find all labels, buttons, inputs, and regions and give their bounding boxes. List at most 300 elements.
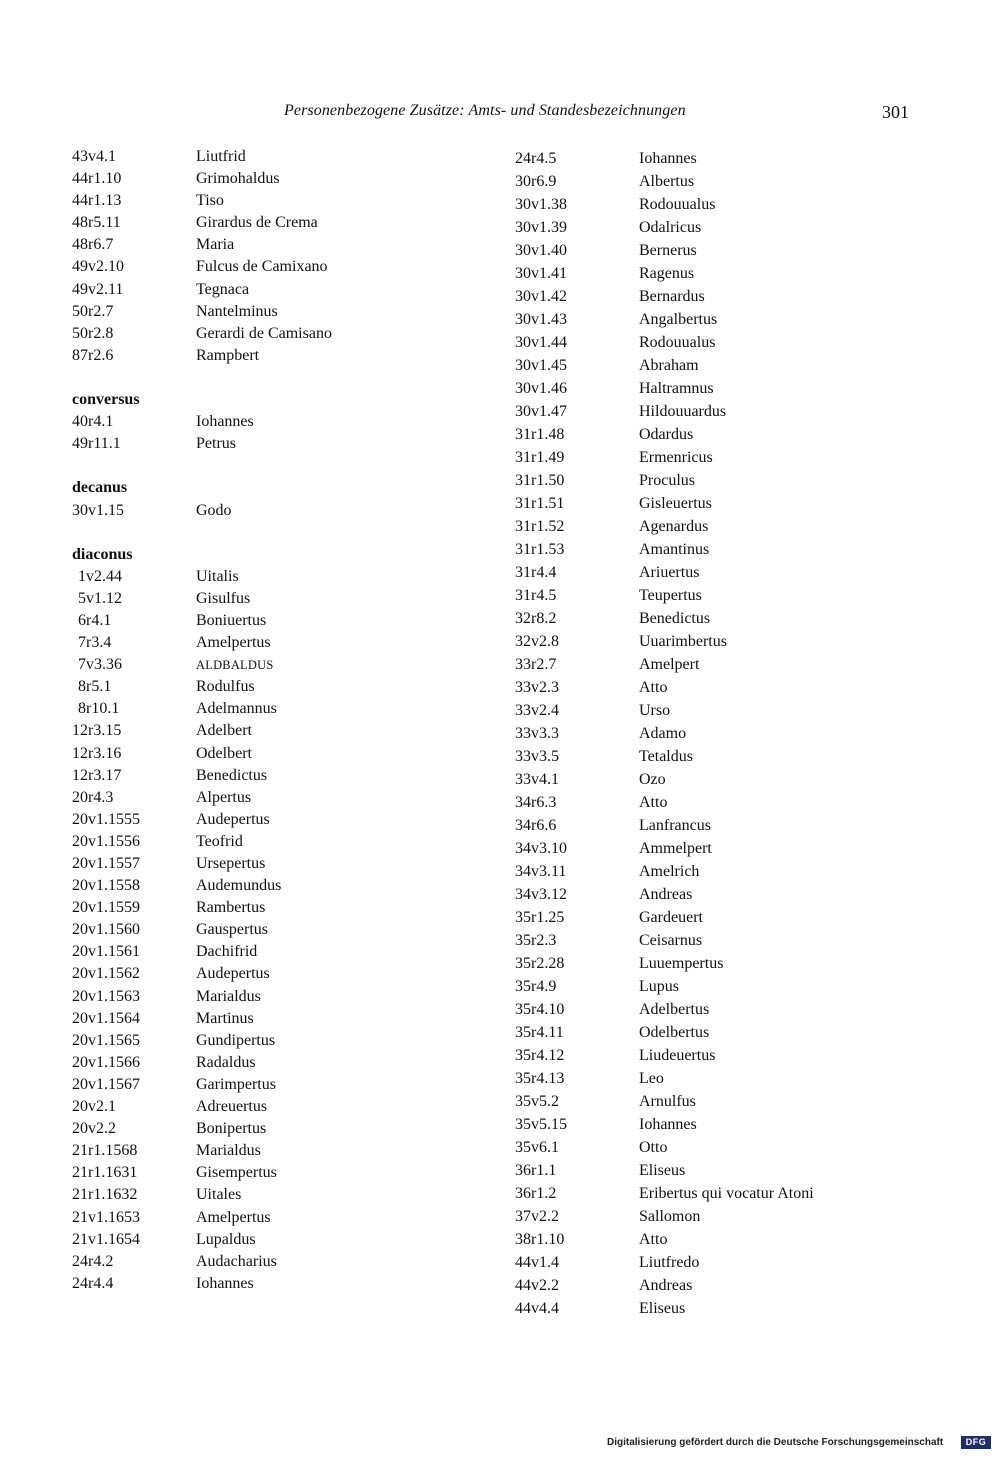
index-entry [72,588,492,610]
entry-reference: 1v2.44 [78,567,122,585]
section-heading-label: diaconus [72,545,133,563]
index-entry [515,492,935,515]
entry-name: Eliseus [639,1162,686,1179]
entry-reference: 31r1.52 [515,518,565,535]
entry-reference: 44v2.2 [515,1277,559,1294]
index-entry [72,433,492,455]
entry-reference: 31r1.51 [515,495,565,512]
entry-name: Amelpertus [196,634,271,652]
entry-name: Bernardus [639,288,705,305]
entry-reference: 20v1.1565 [72,1031,140,1049]
index-entry [515,952,935,975]
entry-reference: 21r1.1632 [72,1186,138,1204]
index-entry [515,1297,935,1320]
entry-reference: 20v1.1567 [72,1075,140,1093]
entry-name: Lupaldus [196,1230,256,1248]
index-entry [72,323,492,345]
entry-reference: 21r1.1568 [72,1142,138,1160]
entry-name: Ragenus [639,265,695,282]
index-entry [72,1207,492,1229]
index-entry [515,400,935,423]
entry-reference: 12r3.16 [72,744,122,762]
index-entry [515,837,935,860]
entry-name: Otto [639,1139,668,1156]
entry-name: Rampbert [196,346,260,364]
index-entry [515,906,935,929]
entry-reference: 30r6.9 [515,173,557,190]
index-entry [72,809,492,831]
entry-name: Albertus [639,173,695,190]
entry-name: Gerardi de Camisano [196,324,332,342]
entry-name: Bernerus [639,242,697,259]
index-entry [515,170,935,193]
entry-reference: 44v1.4 [515,1254,559,1271]
entry-name: Rodouualus [639,196,716,213]
entry-name: Teupertus [639,587,702,604]
entry-reference: 38r1.10 [515,1231,565,1248]
entry-reference: 20v1.1555 [72,810,140,828]
index-entry [515,1228,935,1251]
entry-reference: 31r1.49 [515,449,565,466]
entry-reference: 30v1.15 [72,501,124,519]
index-entry [72,941,492,963]
index-entry [72,897,492,919]
entry-reference: 35r4.13 [515,1070,565,1087]
entry-reference: 20v1.1557 [72,855,140,872]
entry-name: Gardeuert [639,909,703,926]
index-entry [72,234,492,256]
entry-reference: 12r3.17 [72,766,122,784]
entry-reference: 49v2.10 [72,258,124,276]
entry-reference: 21r1.1631 [72,1164,138,1182]
entry-reference: 30v1.43 [515,311,567,328]
entry-reference: 6r4.1 [78,611,112,629]
entry-name: Tetaldus [639,748,693,765]
entry-name: Martinus [196,1009,254,1027]
entry-name: Amelrich [639,863,700,880]
entry-name: Abraham [639,357,699,374]
entry-name: Petrus [196,435,236,453]
entry-reference: 33v4.1 [515,771,559,788]
digitization-credit: Digitalisierung gefördert durch die Deutsche Forschungsgemeinschaft [607,1437,944,1448]
entry-reference: 20v1.1562 [72,965,140,983]
index-entry [72,963,492,985]
entry-name: Maria [196,236,235,254]
index-entry [515,699,935,722]
entry-name: Andreas [639,1277,693,1294]
index-entry [515,676,935,699]
entry-reference: 48r6.7 [72,236,114,254]
index-entry [515,1021,935,1044]
entry-name: Iohannes [196,1274,254,1292]
index-entry [515,1205,935,1228]
entry-name: Godo [196,501,232,519]
entry-name: Audacharius [196,1252,277,1270]
entry-reference: 36r1.1 [515,1162,557,1179]
index-entry [515,354,935,377]
index-entry [72,765,492,787]
entry-name: Odelbert [196,744,252,762]
index-entry [72,566,492,588]
index-entry [515,745,935,768]
index-entry [515,1067,935,1090]
section-heading-label: decanus [72,479,128,497]
entry-name: Rodouualus [639,334,716,351]
entry-name: Odalricus [639,219,702,236]
entry-reference: 5v1.12 [78,589,122,607]
index-entry [515,561,935,584]
index-entry [72,720,492,742]
entry-reference: 20v1.1563 [72,987,140,1005]
spacer-row [72,522,492,544]
index-entry [515,1044,935,1067]
entry-reference: 34r6.6 [515,817,557,834]
entry-reference: 35v6.1 [515,1139,559,1156]
entry-reference: 35v5.2 [515,1093,559,1110]
page-number: 301 [882,102,909,122]
index-entry [515,929,935,952]
index-entry [72,853,492,875]
index-entry [72,1074,492,1096]
index-entry [515,998,935,1021]
entry-reference: 40r4.1 [72,413,114,431]
entry-name: Hildouuardus [639,403,727,420]
entry-reference: 33v3.3 [515,725,559,742]
entry-reference: 21v1.1653 [72,1208,140,1226]
right-column [515,147,935,1320]
entry-name: Leo [639,1070,664,1087]
entry-name: Adelmannus [196,700,277,718]
entry-name: Ozo [639,771,666,788]
index-entry [515,1113,935,1136]
index-entry [72,146,492,168]
index-entry [515,216,935,239]
entry-reference: 34v3.11 [515,863,567,880]
index-entry [72,1096,492,1118]
index-entry [72,1008,492,1030]
entry-reference: 33v2.4 [515,702,559,719]
index-entry [515,308,935,331]
entry-reference: 35r4.11 [515,1024,564,1041]
entry-name: Atto [639,794,668,811]
index-entry [515,515,935,538]
index-entry [515,975,935,998]
entry-name: Ammelpert [639,840,712,857]
index-entry [72,1251,492,1273]
entry-name: Uitalis [196,567,239,585]
entry-name: Nantelminus [196,302,278,320]
entry-name: Audepertus [196,810,270,828]
index-entry [515,239,935,262]
entry-name: Fulcus de Camixano [196,258,328,276]
entry-reference: 20v1.1561 [72,943,140,961]
entry-reference: 35r4.9 [515,978,557,995]
index-entry [72,698,492,720]
index-entry [515,331,935,354]
entry-reference: 34v3.10 [515,840,567,857]
entry-reference: 31r1.50 [515,472,565,489]
index-entry [72,279,492,301]
entry-name: Rambertus [196,899,266,917]
entry-name: Liudeuertus [639,1047,716,1064]
entry-reference: 31r4.4 [515,564,557,581]
index-entry [515,377,935,400]
entry-reference: 48r5.11 [72,214,121,232]
index-entry [515,285,935,308]
entry-reference: 31r1.53 [515,541,565,558]
index-entry [72,1162,492,1184]
index-entry [515,584,935,607]
entry-name: Sallomon [639,1208,701,1225]
index-entry [515,630,935,653]
entry-reference: 35r4.12 [515,1047,565,1064]
entry-name: Gundipertus [196,1031,276,1049]
entry-reference: 20v1.1566 [72,1053,140,1071]
entry-name: Iohannes [639,1116,697,1133]
entry-name: Marialdus [196,1142,261,1160]
index-entry [72,212,492,234]
entry-reference: 8r10.1 [78,700,120,718]
entry-name: Ursepertus [196,855,266,872]
entry-reference: 30v1.39 [515,219,567,236]
entry-reference: 20v1.1564 [72,1009,140,1027]
index-entry [72,345,492,367]
entry-reference: 30v1.46 [515,380,567,397]
index-entry [72,986,492,1008]
entry-reference: 20v2.2 [72,1120,116,1138]
entry-name: Rodulfus [196,678,255,696]
entry-name: Adelbertus [639,1001,710,1018]
index-entry [72,301,492,323]
entry-reference: 35r1.25 [515,909,565,926]
entry-name: Audemundus [196,877,282,895]
entry-reference: 50r2.8 [72,324,114,342]
index-entry [515,860,935,883]
entry-name: Amantinus [639,541,710,558]
entry-reference: 32r8.2 [515,610,557,627]
entry-name: Lupus [639,978,679,995]
entry-reference: 33r2.7 [515,656,557,673]
index-entry [72,919,492,941]
entry-name: Amelpert [639,656,700,673]
entry-name: Andreas [639,886,693,903]
entry-reference: 7v3.36 [78,656,122,674]
index-entry [515,1274,935,1297]
index-entry [72,500,492,522]
entry-reference: 49v2.11 [72,280,124,298]
entry-name: Angalbertus [639,311,718,328]
entry-reference: 30v1.44 [515,334,567,351]
running-head: Personenbezogene Zusätze: Amts- und Standesbezeichnungen [284,102,686,119]
entry-name: Teofrid [196,832,243,850]
entry-name: Benedictus [639,610,711,627]
entry-name: Haltramnus [639,380,714,397]
entry-reference: 35r4.10 [515,1001,565,1018]
entry-name: Ceisarnus [639,932,703,949]
entry-reference: 20v2.1 [72,1098,116,1116]
index-entry [515,607,935,630]
entry-reference: 30v1.38 [515,196,567,213]
section-heading [72,389,492,411]
entry-name: Garimpertus [196,1075,276,1093]
entry-reference: 30v1.41 [515,265,567,282]
entry-name: Benedictus [196,766,268,784]
entry-name: Radaldus [196,1053,256,1071]
index-entry [72,256,492,278]
index-entry [72,1184,492,1206]
entry-reference: 35v5.15 [515,1116,567,1133]
index-entry [72,1052,492,1074]
entry-reference: 34r6.3 [515,794,557,811]
section-heading [72,544,492,566]
entry-name: Uuarimbertus [639,633,727,650]
entry-reference: 24r4.5 [515,150,557,167]
entry-name: Adreuertus [196,1098,268,1116]
entry-name: Proculus [639,472,695,489]
index-entry [515,446,935,469]
index-entry [72,610,492,632]
entry-reference: 87r2.6 [72,346,114,364]
index-entry [72,743,492,765]
entry-name: Eribertus qui vocatur Atoni [639,1185,814,1202]
entry-name: Amelpertus [196,1208,271,1226]
entry-name: Atto [639,679,668,696]
entry-name: Grimohaldus [196,170,280,188]
entry-name: Ermenricus [639,449,713,466]
entry-name: Tiso [196,192,224,210]
index-entry [72,654,492,676]
entry-name: Gisulfus [196,589,251,607]
entry-name: Urso [639,702,671,719]
section-heading-label: conversus [72,391,140,409]
index-entry [515,791,935,814]
entry-reference: 50r2.7 [72,302,114,320]
entry-reference: 49r11.1 [72,435,121,453]
entry-reference: 43v4.1 [72,148,116,165]
spacer-row [72,367,492,389]
entry-name: Bonipertus [196,1120,267,1138]
entry-name: Lanfrancus [639,817,711,834]
entry-reference: 20v1.1559 [72,899,140,917]
index-entry [72,875,492,897]
entry-name: Arnulfus [639,1093,696,1110]
entry-name: Dachifrid [196,943,258,961]
index-entry [72,1140,492,1162]
entry-reference: 36r1.2 [515,1185,557,1202]
index-entry [515,1182,935,1205]
entry-name: Tegnaca [196,280,250,298]
entry-name: Liutfredo [639,1254,700,1271]
index-entry [72,411,492,433]
index-entry [515,469,935,492]
entry-reference: 20v1.1558 [72,877,140,895]
entry-name: Atto [639,1231,668,1248]
index-entry [72,787,492,809]
spacer-row [72,455,492,477]
index-entry [515,1159,935,1182]
entry-reference: 44r1.13 [72,192,122,210]
section-heading [72,477,492,499]
index-entry [515,538,935,561]
index-entry [515,262,935,285]
entry-name: Gisleuertus [639,495,712,512]
entry-name: Liutfrid [196,148,246,165]
entry-reference: 30v1.47 [515,403,567,420]
entry-reference: 24r4.4 [72,1274,114,1292]
left-column [72,146,492,1295]
dfg-logo: DFG [961,1436,991,1449]
entry-reference: 20v1.1560 [72,921,140,939]
entry-reference: 33v2.3 [515,679,559,696]
entry-name: Audepertus [196,965,270,983]
entry-reference: 30v1.45 [515,357,567,374]
entry-reference: 44v4.4 [515,1300,559,1317]
entry-name: Girardus de Crema [196,214,318,232]
entry-name: Iohannes [196,413,254,431]
index-entry [515,1251,935,1274]
entry-name: Luuempertus [639,955,724,972]
index-entry [515,883,935,906]
index-entry [515,147,935,170]
index-entry [72,1229,492,1251]
index-entry [72,831,492,853]
index-entry [515,193,935,216]
entry-reference: 24r4.2 [72,1252,114,1270]
entry-reference: 31r1.48 [515,426,565,443]
entry-name: ALDBALDUS [196,658,274,673]
entry-name: Boniuertus [196,611,267,629]
entry-reference: 8r5.1 [78,678,112,696]
entry-name: Iohannes [639,150,697,167]
entry-name: Adelbert [196,722,252,740]
index-entry [515,1090,935,1113]
entry-reference: 21v1.1654 [72,1230,140,1248]
index-entry [72,632,492,654]
entry-reference: 20v1.1556 [72,832,140,850]
entry-reference: 32v2.8 [515,633,559,650]
entry-reference: 30v1.42 [515,288,567,305]
entry-reference: 35r2.3 [515,932,557,949]
entry-name: Uitales [196,1186,242,1204]
entry-name: Adamo [639,725,687,742]
entry-name: Eliseus [639,1300,686,1317]
entry-name: Odelbertus [639,1024,710,1041]
entry-name: Gauspertus [196,921,268,939]
index-entry [515,423,935,446]
index-entry [515,814,935,837]
index-entry [72,168,492,190]
entry-reference: 35r2.28 [515,955,565,972]
entry-reference: 20r4.3 [72,788,114,806]
index-entry [72,1273,492,1295]
entry-name: Odardus [639,426,694,443]
entry-reference: 7r3.4 [78,634,112,652]
index-entry [515,722,935,745]
index-entry [72,1030,492,1052]
index-entry [515,653,935,676]
index-entry [72,190,492,212]
entry-reference: 44r1.10 [72,170,122,188]
entry-reference: 33v3.5 [515,748,559,765]
entry-name: Agenardus [639,518,709,535]
index-entry [515,1136,935,1159]
entry-reference: 12r3.15 [72,722,122,740]
index-entry [72,676,492,698]
entry-reference: 31r4.5 [515,587,557,604]
entry-reference: 30v1.40 [515,242,567,259]
entry-name: Marialdus [196,987,261,1005]
entry-name: Gisempertus [196,1164,277,1182]
